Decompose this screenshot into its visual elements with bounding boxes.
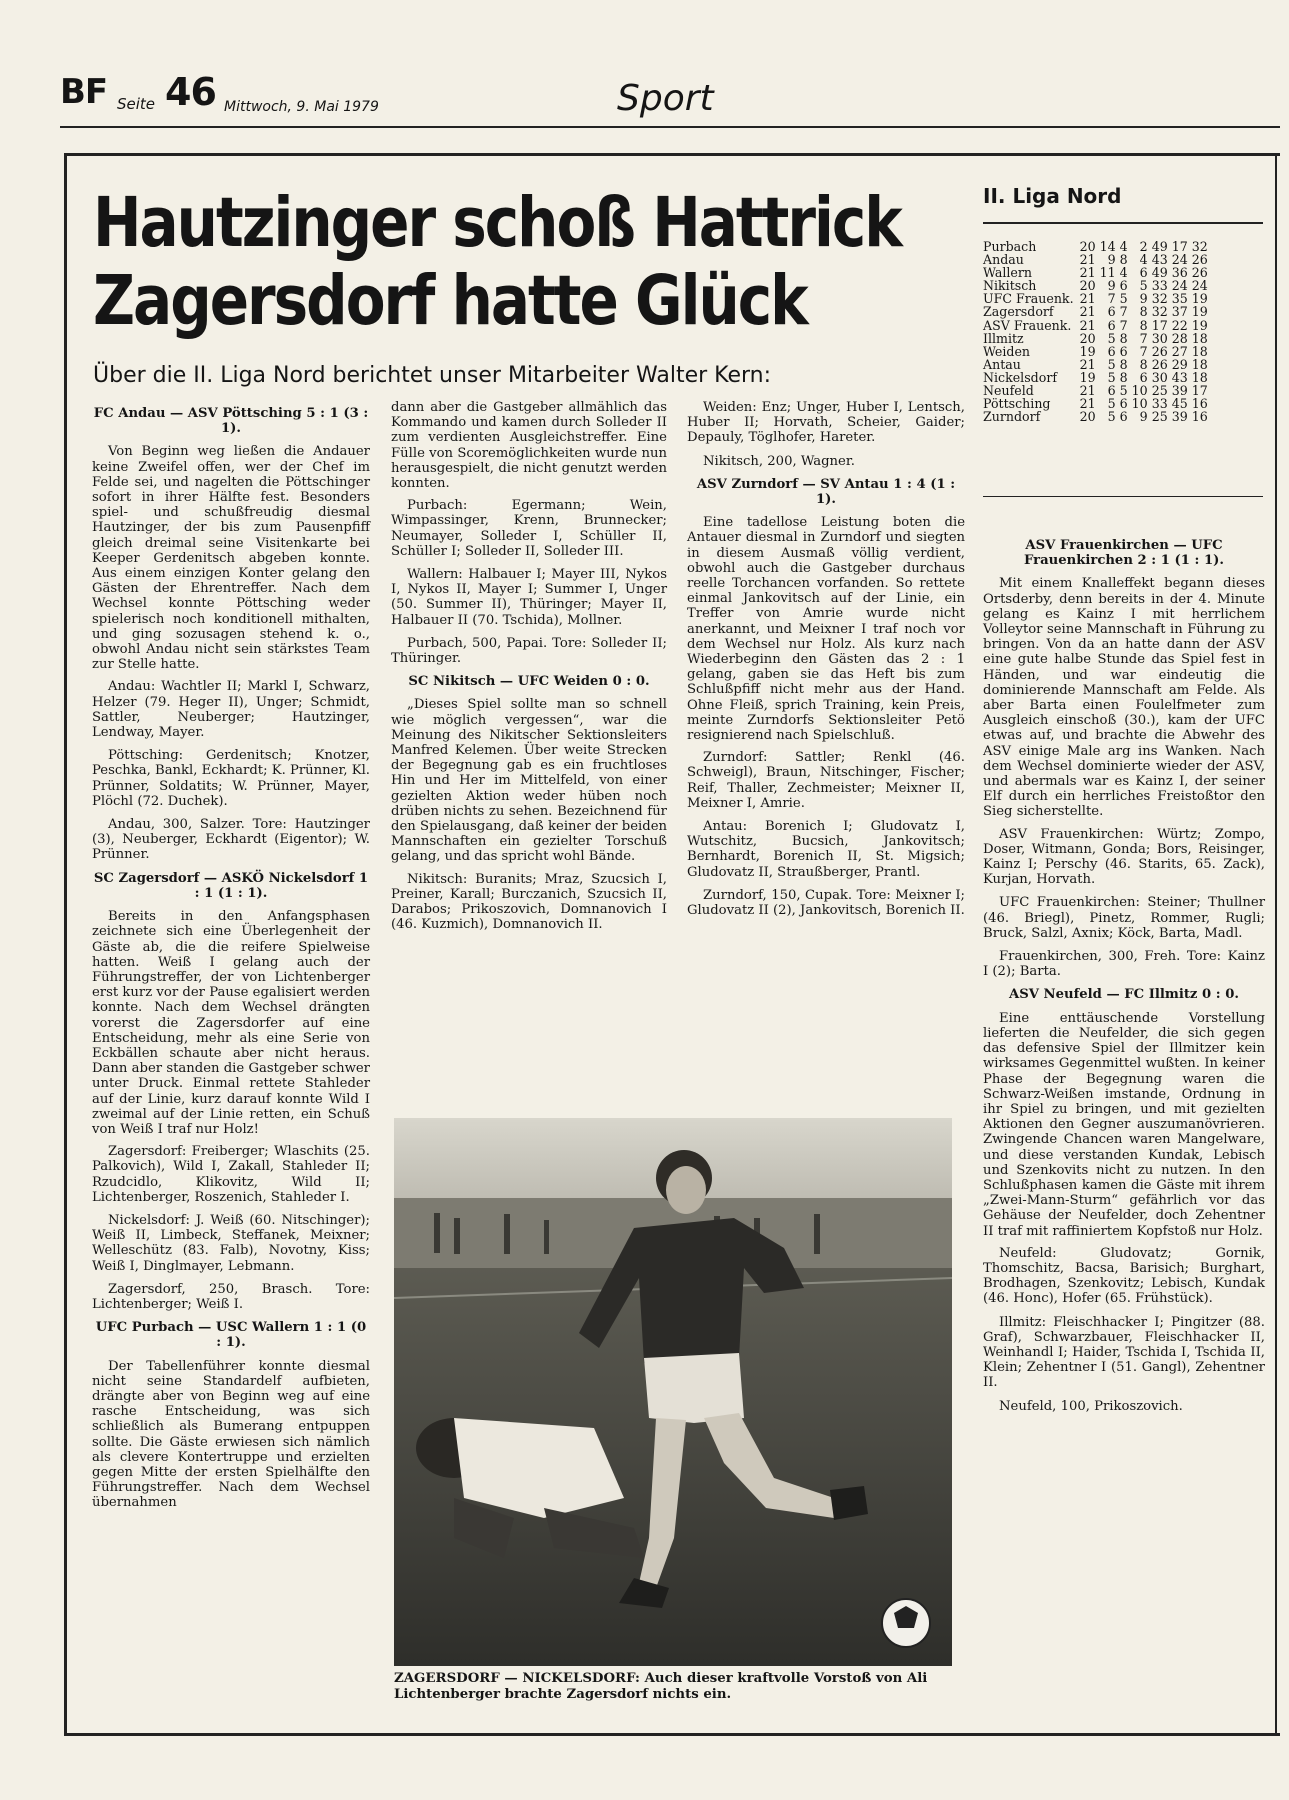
frame-bottom [64, 1733, 1280, 1736]
match-result: Neufeld, 100, Prikoszovich. [999, 1398, 1183, 1414]
table-cell: 33 [1151, 278, 1168, 294]
team-name: Antau [983, 356, 1021, 372]
lineup: Andau: Wachtler II; Markl I, Schwarz, Helzer (79. Heger II), Unger; Schmidt, Sattler, Neuberger; Hautzinger, Lendway, Mayer. [92, 679, 370, 741]
table-cell: 7 [1119, 317, 1128, 333]
table-cell: 21 [1079, 304, 1096, 320]
table-cell: 7 [1119, 304, 1128, 320]
table-cell: 17 [1191, 383, 1208, 399]
lineup: Weiden: Enz; Unger, Huber I, Lentsch, Huber II; Horvath, Scheier, Gaider; Depauly, Töglhofer, Hareter. [687, 400, 965, 446]
table-cell: 43 [1151, 252, 1168, 268]
table-cell: 19 [1079, 343, 1096, 359]
match-title: UFC Purbach — USC Wallern 1 : 1 (0 : 1). [95, 1320, 367, 1351]
table-cell: 5 [1119, 291, 1128, 307]
team-name: Zurndorf [983, 409, 1041, 425]
lineup: Nickelsdorf: J. Weiß (60. Nitschinger); Weiß II, Limbeck, Steffanek, Meixner; Welleschütz (83. Falb), Novotny, Kiss; Weiß I, Dinglmayer, Lebmann. [92, 1212, 370, 1274]
match-result: Zurndorf, 150, Cupak. Tore: Meixner I; Gludovatz II (2), Jankovitsch, Borenich II. [687, 887, 965, 919]
table-cell: 4 [1119, 265, 1128, 281]
table-cell: 36 [1171, 265, 1188, 281]
table-cell: 26 [1191, 265, 1208, 281]
lineup: Illmitz: Fleischhacker I; Pingitzer (88. Graf), Schwarzbauer, Fleischhacker II, Weinhandl I; Haider, Tschida I, Tschida II, Klein; Zehentner I (51. Gangl), Zehentner II. [983, 1314, 1265, 1391]
standings-table-wrap [983, 240, 1268, 423]
page-label: Seite [117, 95, 156, 113]
match-result: Purbach, 500, Papai. Tore: Solleder II; Thüringer. [391, 635, 667, 667]
match-photo [394, 1118, 952, 1666]
team-name: Wallern [983, 265, 1032, 281]
table-cell: 8 [1139, 317, 1148, 333]
table-cell: 26 [1191, 252, 1208, 268]
match-report: Bereits in den Anfangsphasen zeichnete sich eine Überlegenheit der Gäste ab, die die reifere Spielweise hatten. Weiß I gelang auch der Führungstreffer, der von Lichtenberger erst kurz vor der Pause egalisiert werden konnte. Nach dem Wechsel drängten vorerst die Zagersdorfer auf eine Entscheidung, mehr als eine Serie von Eckbällen schaute aber nicht heraus. Dann aber standen die Gastgeber schwer unter Druck. Einmal rettete Stahleder auf der Linie, kurz darauf konnte Wild I zweimal auf der Linie retten, ein Schuß von Weiß I traf nur Holz! [92, 909, 370, 1137]
table-cell: 9 [1107, 278, 1116, 294]
table-cell: 26 [1151, 356, 1168, 372]
team-name: Weiden [983, 343, 1031, 359]
match-report: Eine enttäuschende Vorstellung lieferten die Neufelder, die sich gegen das defensive Spiel der Illmitzer kein wirksames Gegenmittel wußten. In keiner Phase der Begegnung waren die Schwarz-Weißen imstande, Ordnung in ihr Spiel zu bringen, und mit gezielten Aktionen den Gegner auszumanövrieren. Zwingende Chancen waren Mangelware, und diese verstanden Kundak, Lebisch und Szenkovits nicht zu nutzen. In den Schlußphasen kamen die Gäste mit ihrem „Zwei-Mann-Sturm“ gefährlich vor das Gehäuse der Neufelder, doch Zehentner II traf mit raffiniertem Kopfstoß nur Holz. [983, 1010, 1265, 1239]
table-cell: 19 [1191, 317, 1208, 333]
table-cell: 6 [1107, 304, 1116, 320]
lineup: Zagersdorf: Freiberger; Wlaschits (25. Palkovich), Wild I, Zakall, Stahleder II; Rzudcidlo, Klikovitz, Wild II; Lichtenberger, Roszenich, Stahleder I. [92, 1144, 370, 1205]
table-cell: 6 [1107, 343, 1116, 359]
standings-row [983, 319, 1212, 332]
table-cell: 45 [1171, 396, 1188, 412]
subheadline: Über die II. Liga Nord berichtet unser Mitarbeiter Walter Kern: [93, 363, 772, 388]
table-cell: 8 [1119, 252, 1128, 268]
match-result: Andau, 300, Salzer. Tore: Hautzinger (3), Neuberger, Eckhardt (Eigentor); W. Prünner. [92, 817, 370, 863]
team-name: Nickelsdorf [983, 369, 1058, 385]
match-title: ASV Frauenkirchen — UFC Frauenkirchen 2 : 1 (1 : 1). [1024, 538, 1224, 569]
standings-title: II. Liga Nord [983, 184, 1122, 208]
table-cell: 20 [1079, 239, 1096, 254]
match-report: Eine tadellose Leistung boten die Antauer diesmal in Zurndorf und siegten in diesem Ausmaß völlig verdient, obwohl auch die Gastgeber durchaus reelle Torchancen vorfanden. So rettete einmal Jankovitsch auf der Linie, ein Treffer von Amrie wurde nicht anerkannt, und Meixner I traf noch vor dem Wechsel nur Holz. Als kurz nach Wiederbeginn den Gästen das 2 : 1 gelang, gaben sie das Heft bis zum Schlußpfiff nicht mehr aus der Hand. Ohne Fleiß, sprich Training, kein Preis, meinte Zurndorfs Sektionsleiter Petö resignierend nach Spielschluß. [687, 515, 965, 744]
table-cell: 6 [1119, 396, 1128, 412]
table-cell: 9 [1107, 252, 1116, 268]
table-cell: 5 [1119, 383, 1128, 399]
lineup: Purbach: Egermann; Wein, Wimpassinger, Krenn, Brunnecker; Neumayer, Solleder I, Schüller II, Schüller I; Solleder II, Solleder III. [391, 498, 667, 559]
table-cell: 6 [1139, 265, 1148, 281]
table-cell: 20 [1079, 330, 1096, 346]
lineup: Neufeld: Gludovatz; Gornik, Thomschitz, Bacsa, Barisich; Burghart, Brodhagen, Szenkovitz; Lebisch, Kundak (46. Honc), Hofer (65. Frühstück). [983, 1245, 1265, 1307]
match-report: Von Beginn weg ließen die Andauer keine Zweifel offen, wer der Chef im Felde sei, und nagelten die Pöttschinger sofort in ihrer Hälfte fest. Besonders spiel- und schußfreudig diesmal Hautzinger, der bis zum Pausenpfiff gleich dreimal seine Visitenkarte bei Keeper Gerdenitsch abgeben konnte. Aus einem einzigen Konter gelang den Gästen der Ehrentreffer. Nach dem Wechsel konnte Pöttsching weder spielerisch noch konditionell mithalten, und ging sozusagen stehend k. o., obwohl Andau nicht sein stärkstes Team zur Stelle hatte. [92, 444, 370, 673]
team-name: Pöttsching [983, 396, 1051, 412]
lineup: Nikitsch: Buranits; Mraz, Szucsich I, Preiner, Karall; Burczanich, Szucsich II, Darabos; Prikoszovich, Domnanovich I (46. Kuzmich), Domnanovich II. [391, 871, 667, 933]
match-report: Mit einem Knalleffekt begann dieses Ortsderby, denn bereits in der 4. Minute gelang es Kainz I mit herrlichem Volleytor seine Mannschaft in Führung zu bringen. Von da an hatte dann der ASV eine gute halbe Stunde das Spiel fest in Händen, und war eindeutig die dominierende Mannschaft am Felde. Als aber Barta einen Foulelfmeter zum Ausgleich einschoß (30.), kam der UFC etwas auf, und brachte die Abwehr des ASV einige Male arg ins Wanken. Nach dem Wechsel dominierte wieder der ASV, und abermals war es Kainz I, der seiner Elf durch ein herrliches Freistoßtor den Sieg sicherstellte. [983, 576, 1265, 820]
team-name: UFC Frauenk. [983, 291, 1074, 307]
lineup: Wallern: Halbauer I; Mayer III, Nykos I, Nykos II, Mayer I; Summer I, Unger (50. Summer II), Thüringer; Mayer II, Halbauer II (70. Tschida), Mollner. [391, 567, 667, 628]
column-2 [391, 400, 667, 941]
table-cell: 37 [1171, 304, 1188, 320]
section-title: Sport [617, 78, 714, 119]
table-cell: 28 [1171, 330, 1188, 346]
table-cell: 6 [1107, 383, 1116, 399]
table-cell: 5 [1107, 409, 1116, 425]
table-cell: 35 [1171, 291, 1188, 307]
lineup: UFC Frauenkirchen: Steiner; Thullner (46. Briegl), Pinetz, Rommer, Rugli; Bruck, Salzl, Axnix; Köck, Barta, Madl. [983, 895, 1265, 941]
column-3 [687, 400, 965, 926]
table-cell: 6 [1139, 369, 1148, 385]
table-cell: 32 [1191, 239, 1208, 254]
table-cell: 17 [1151, 317, 1168, 333]
table-cell: 22 [1171, 317, 1188, 333]
masthead-rule [60, 126, 1280, 128]
standings-rule-top [983, 222, 1263, 224]
table-cell: 21 [1079, 356, 1096, 372]
table-cell: 30 [1151, 369, 1168, 385]
lineup: Zurndorf: Sattler; Renkl (46. Schweigl), Braun, Nitschinger, Fischer; Reif, Thaller, Zechmeister; Meixner II, Meixner I, Amrie. [687, 750, 965, 811]
table-cell: 5 [1107, 356, 1116, 372]
table-cell: 7 [1107, 291, 1116, 307]
standings-row [983, 358, 1212, 371]
table-cell: 6 [1119, 278, 1128, 294]
table-cell: 5 [1107, 330, 1116, 346]
logo: BF [60, 72, 108, 112]
table-cell: 4 [1139, 252, 1148, 268]
table-cell: 19 [1191, 291, 1208, 307]
team-name: Nikitsch [983, 278, 1037, 294]
table-cell: 11 [1099, 265, 1116, 281]
team-name: Neufeld [983, 383, 1034, 399]
table-cell: 19 [1191, 304, 1208, 320]
table-cell: 25 [1151, 409, 1168, 425]
table-cell: 32 [1151, 304, 1168, 320]
lineup: ASV Frauenkirchen: Würtz; Zompo, Doser, Witmann, Gonda; Bors, Reisinger, Kainz I; Perschy (46. Starits, 65. Zack), Kurjan, Horvath. [983, 826, 1265, 888]
table-cell: 2 [1139, 239, 1148, 254]
table-cell: 27 [1171, 343, 1188, 359]
table-cell: 26 [1151, 343, 1168, 359]
table-cell: 32 [1151, 291, 1168, 307]
table-cell: 5 [1139, 278, 1148, 294]
table-cell: 8 [1119, 369, 1128, 385]
table-cell: 6 [1119, 409, 1128, 425]
table-cell: 7 [1139, 343, 1148, 359]
issue-date: Mittwoch, 9. Mai 1979 [224, 99, 379, 115]
standings-row [983, 410, 1212, 423]
team-name: Illmitz [983, 330, 1024, 346]
table-cell: 33 [1151, 396, 1168, 412]
team-name: ASV Frauenk. [983, 317, 1072, 333]
frame-top [64, 153, 1280, 156]
table-cell: 25 [1151, 383, 1168, 399]
table-cell: 8 [1139, 356, 1148, 372]
lineup: Antau: Borenich I; Gludovatz I, Wutschitz, Bucsich, Jankovitsch; Bernhardt, Borenich II, St. Migsich; Gludovatz II, Straußberger, Prantl. [687, 819, 965, 880]
football-photo-illustration [394, 1118, 952, 1666]
table-cell: 20 [1079, 409, 1096, 425]
headline-line-2: Zagersdorf hatte Glück [93, 260, 807, 341]
table-cell: 8 [1139, 304, 1148, 320]
match-title: ASV Zurndorf — SV Antau 1 : 4 (1 : 1). [696, 476, 956, 508]
standings-row [983, 332, 1212, 345]
standings-row [983, 305, 1212, 318]
table-cell: 24 [1171, 252, 1188, 268]
table-cell: 8 [1119, 356, 1128, 372]
table-cell: 9 [1139, 291, 1148, 307]
match-result: Nikitsch, 200, Wagner. [703, 453, 855, 469]
match-report: „Dieses Spiel sollte man so schnell wie möglich vergessen“, war die Meinung des Nikitscher Sektionsleiters Manfred Kelemen. Über weite Strecken der Begegnung gab es ein fruchtloses Hin und Her im Mittelfeld, von einer gezielten Aktion weder hüben noch drüben nichts zu sehen. Bezeichnend für den Spielausgang, daß keiner der beiden Mannschaften ein gezielter Torschuß gelang, und das spricht wohl Bände. [391, 697, 667, 865]
table-cell: 21 [1079, 396, 1096, 412]
team-name: Zagersdorf [983, 304, 1054, 320]
table-cell: 9 [1139, 409, 1148, 425]
table-cell: 6 [1107, 317, 1116, 333]
table-cell: 5 [1107, 396, 1116, 412]
table-cell: 7 [1139, 330, 1148, 346]
table-cell: 39 [1171, 409, 1188, 425]
lineup: Pöttsching: Gerdenitsch; Knotzer, Peschka, Bankl, Eckhardt; K. Prünner, Kl. Prünner, Soldatits; W. Prünner, Mayer, Plöchl (72. Duchek). [92, 748, 370, 809]
table-cell: 24 [1191, 278, 1208, 294]
table-cell: 20 [1079, 278, 1096, 294]
headline-line-1: Hautzinger schoß Hattrick [93, 182, 901, 263]
table-cell: 21 [1079, 291, 1096, 307]
table-cell: 16 [1191, 396, 1208, 412]
standings-table [983, 240, 1212, 423]
table-cell: 30 [1151, 330, 1168, 346]
table-cell: 21 [1079, 317, 1096, 333]
table-cell: 4 [1119, 239, 1128, 254]
table-cell: 10 [1131, 383, 1148, 399]
table-cell: 18 [1191, 356, 1208, 372]
table-cell: 14 [1099, 239, 1116, 254]
match-result: Frauenkirchen, 300, Freh. Tore: Kainz I (2); Barta. [983, 949, 1265, 980]
column-1 [92, 400, 370, 1518]
match-report: Der Tabellenführer konnte diesmal nicht seine Standardelf aufbieten, drängte aber von Beginn weg auf eine rasche Entscheidung, was sich schließlich als Bumerang entpuppen sollte. Die Gäste erwiesen sich nämlich als clevere Kontertruppe und erzielten gegen Mitte der ersten Spielhälfte den Führungstreffer. Nach dem Wechsel übernahmen [92, 1358, 370, 1511]
table-cell: 18 [1191, 369, 1208, 385]
table-cell: 29 [1171, 356, 1188, 372]
team-name: Andau [983, 252, 1024, 268]
table-cell: 17 [1171, 239, 1188, 254]
standings-rule-bottom [983, 496, 1263, 497]
match-report-continued: dann aber die Gastgeber allmählich das Kommando und kamen durch Solleder II zum verdienten Ausgleichstreffer. Eine Fülle von Scoremöglichkeiten wurde nun herausgespielt, die nicht genutzt werden konnten. [391, 400, 667, 492]
frame-left [64, 153, 67, 1735]
standings-row [983, 345, 1212, 358]
table-cell: 21 [1079, 252, 1096, 268]
match-title: SC Nikitsch — UFC Weiden 0 : 0. [408, 674, 650, 690]
table-cell: 18 [1191, 330, 1208, 346]
page-number: 46 [165, 70, 216, 114]
table-cell: 18 [1191, 343, 1208, 359]
table-cell: 10 [1131, 396, 1148, 412]
match-result: Zagersdorf, 250, Brasch. Tore: Lichtenberger; Weiß I. [92, 1281, 370, 1312]
table-cell: 21 [1079, 383, 1096, 399]
table-cell: 24 [1171, 278, 1188, 294]
photo-caption: ZAGERSDORF — NICKELSDORF: Auch dieser kraftvolle Vorstoß von Ali Lichtenberger brachte Zagersdorf nichts ein. [394, 1671, 928, 1702]
table-cell: 43 [1171, 369, 1188, 385]
column-4 [983, 532, 1265, 1422]
match-title: FC Andau — ASV Pöttsching 5 : 1 (3 : 1). [93, 406, 369, 437]
table-cell: 6 [1119, 343, 1128, 359]
team-name: Purbach [983, 239, 1037, 254]
table-cell: 16 [1191, 409, 1208, 425]
match-title: SC Zagersdorf — ASKÖ Nickelsdorf 1 : 1 (1 : 1). [93, 870, 369, 901]
table-cell: 19 [1079, 369, 1096, 385]
table-cell: 39 [1171, 383, 1188, 399]
match-title: ASV Neufeld — FC Illmitz 0 : 0. [1008, 987, 1240, 1003]
frame-right [1275, 153, 1277, 1735]
table-cell: 21 [1079, 265, 1096, 281]
table-cell: 5 [1107, 369, 1116, 385]
table-cell: 49 [1151, 265, 1168, 281]
table-cell: 8 [1119, 330, 1128, 346]
table-cell: 49 [1151, 239, 1168, 254]
